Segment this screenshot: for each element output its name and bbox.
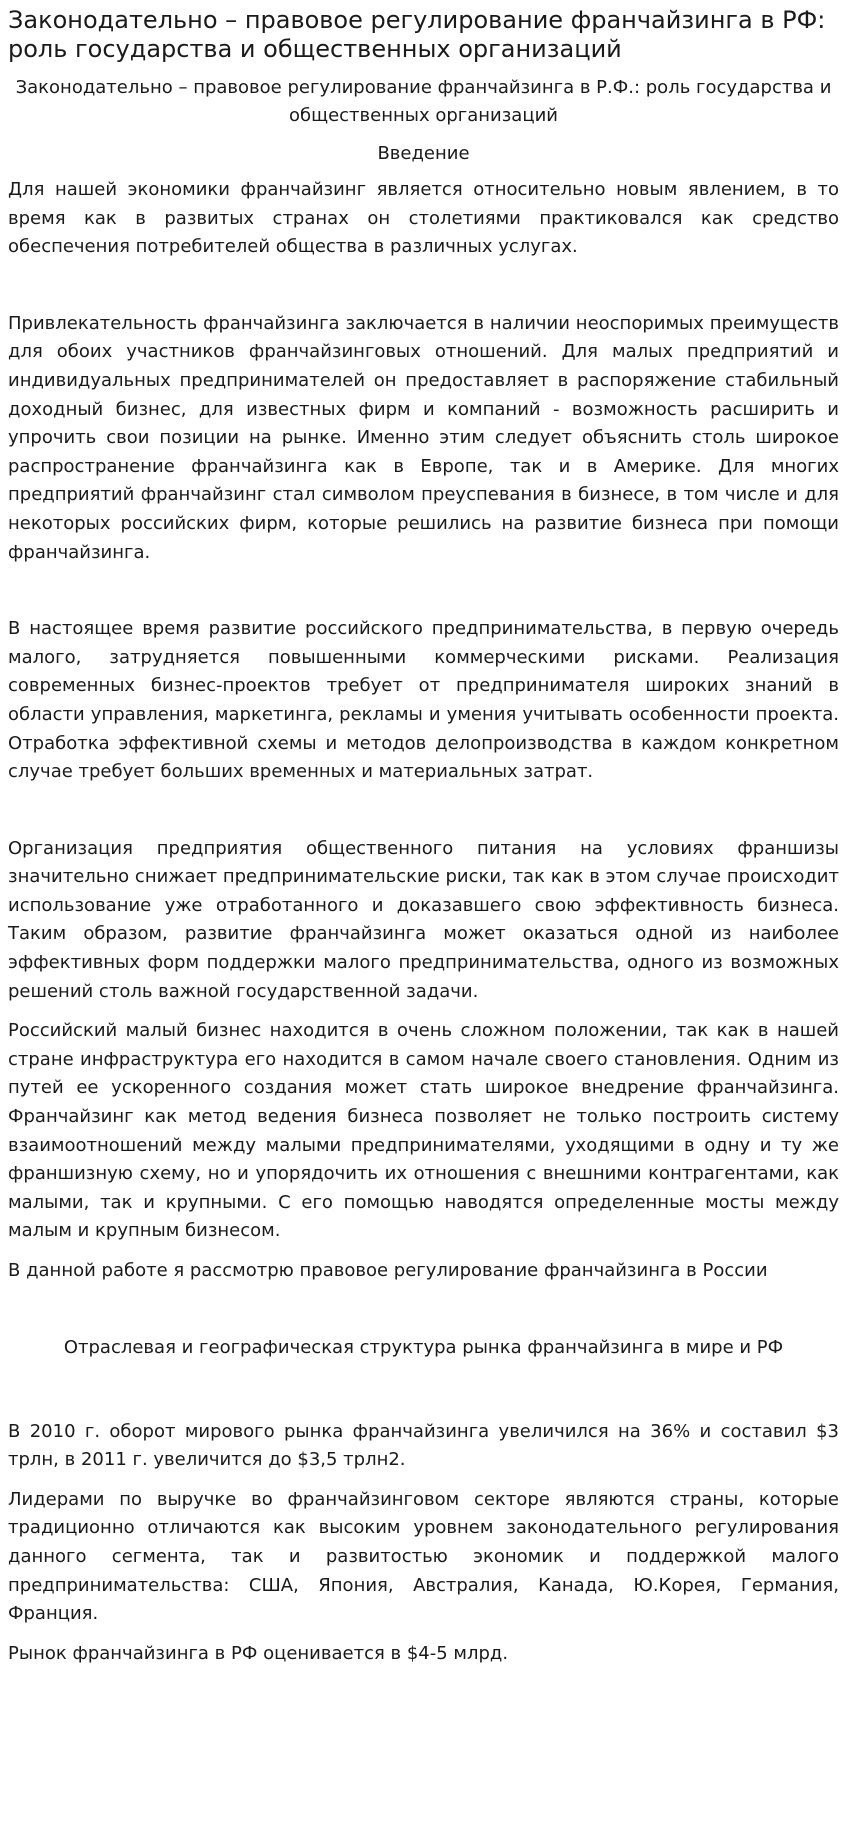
- paragraph-risks: В настоящее время развитие российского предпринимательства, в первую очередь малого, затрудняется повышенными коммерческими рисками. Реализация современных бизнес-проектов требует от предпринимателя широких знаний в области управления, маркетинга, рекламы и умения учитывать особенности проекта. Отработка эффективной схемы и методов делопроизводства в каждом конкретном случае требует больших временных и материальных затрат.: [8, 618, 839, 783]
- document-subtitle: Законодательно – правовое регулирование франчайзинга в Р.Ф.: роль государства и общественных организаций: [15, 77, 832, 126]
- paragraph-market-turnover: В 2010 г. оборот мирового рынка франчайзинга увеличился на 36% и составил $3 трлн, в 2011 г. увеличится до $3,5 трлн2.: [8, 1420, 839, 1471]
- paragraph-attractiveness: Привлекательность франчайзинга заключается в наличии неоспоримых преимуществ для обоих участников франчайзинговых отношений. Для малых предприятий и индивидуальных предпринимателей он предоставляет в распоряжение стабильный доходный бизнес, для известных фирм и компаний - возможность расширить и упрочить свои позиции на рынке. Именно этим следует объяснить столь широкое распространение франчайзинга как в Европе, так и в Америке. Для многих предприятий франчайзинг стал символом преуспевания в бизнесе, в том числе и для некоторых российских фирм, которые решились на развитие бизнеса при помощи франчайзинга.: [8, 312, 839, 563]
- paragraph-market-leaders: Лидерами по выручке во франчайзинговом секторе являются страны, которые традиционно отличаются как высоким уровнем законодательного регулирования данного сегмента, так и развитостью экономик и поддержкой малого предпринимательства: США, Япония, Австралия, Канада, Ю.Корея, Германия, Франция.: [8, 1488, 839, 1625]
- intro-heading: Введение: [377, 143, 470, 164]
- paragraph-catering: Организация предприятия общественного питания на условиях франшизы значительно снижает предпринимательские риски, так как в этом случае происходит использование уже отработанного и доказавшего свою эффективность бизнеса. Таким образом, развитие франчайзинга может оказаться одной из наиболее эффективных форм поддержки малого предпринимательства, одного из возможных решений столь важной государственной задачи.: [8, 837, 839, 1002]
- paragraph-small-business: Российский малый бизнес находится в очень сложном положении, так как в нашей стране инфраструктура его находится в самом начале своего становления. Одним из путей ее ускоренного создания может стать широкое внедрение франчайзинга. Франчайзинг как метод ведения бизнеса позволяет не только построить систему взаимоотношений между малыми предпринимателями, уходящими в одну и ту же франшизную схему, но и упорядочить их отношения с внешними контрагентами, как малыми, так и крупными. С его помощью наводятся определенные мосты между малым и крупным бизнесом.: [8, 1020, 839, 1242]
- page-title: Законодательно – правовое регулирование франчайзинга в РФ: роль государства и общественных организаций: [8, 6, 826, 63]
- paragraph-russia-market: Рынок франчайзинга в РФ оценивается в $4-5 млрд.: [8, 1642, 509, 1664]
- paragraph-scope: В данной работе я рассмотрю правовое регулирование франчайзинга в России: [8, 1260, 768, 1281]
- section-heading: Отраслевая и географическая структура рынка франчайзинга в мире и РФ: [63, 1336, 784, 1358]
- paragraph-intro: Для нашей экономики франчайзинг является относительно новым явлением, в то время как в развитых странах он столетиями практиковался как средство обеспечения потребителей общества в различных услугах.: [8, 179, 839, 258]
